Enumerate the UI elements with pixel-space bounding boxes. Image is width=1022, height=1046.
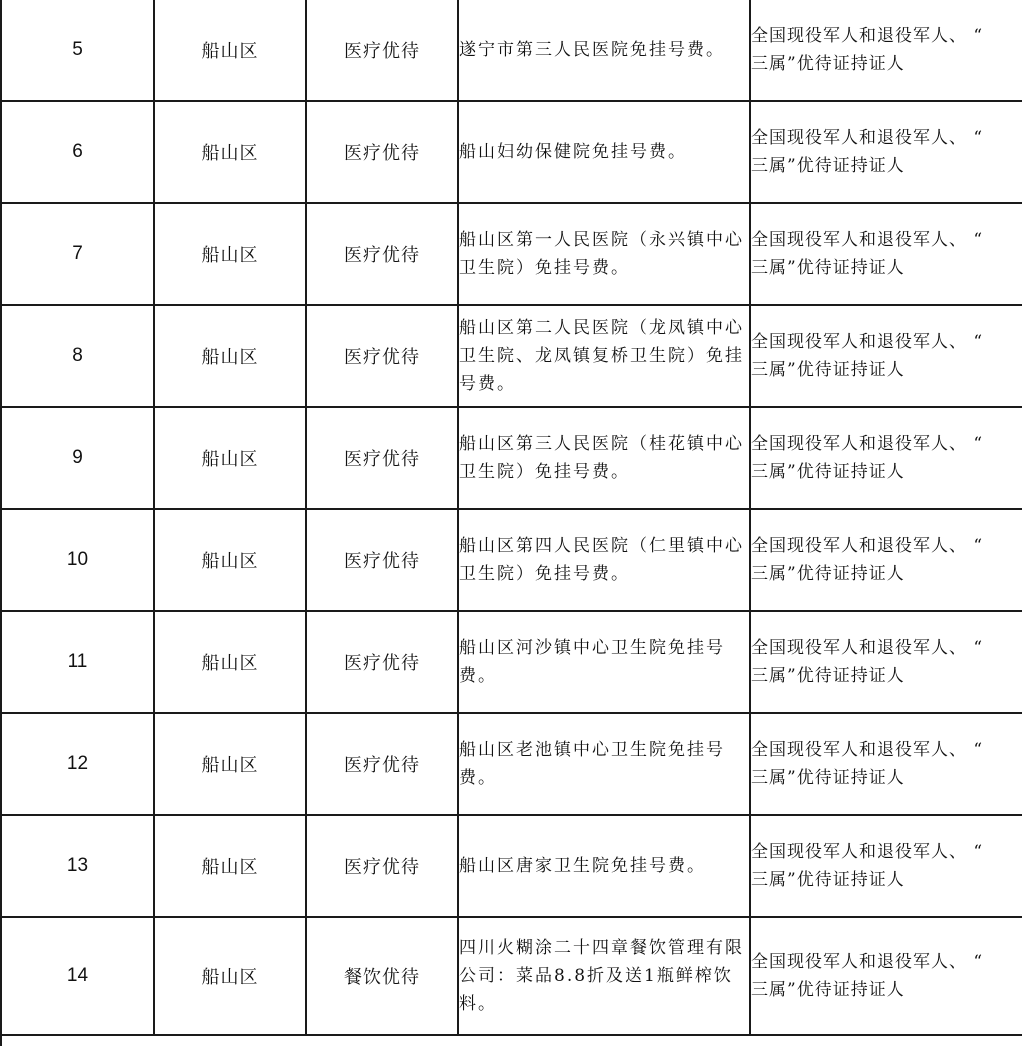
category-cell: 医疗优待 xyxy=(306,611,458,713)
district-cell: 船山区 xyxy=(154,0,306,101)
target-line-1: 全国现役军人和退役军人、 “ xyxy=(751,26,984,46)
district-cell: 船山区 xyxy=(154,101,306,203)
district-cell: 船山区 xyxy=(154,815,306,917)
target-line-2: 三属”优待证持证人 xyxy=(751,980,905,1000)
target-line-2: 三属”优待证持证人 xyxy=(751,564,905,584)
content-cell: 船山区唐家卫生院免挂号费。 xyxy=(458,815,750,917)
target-line-1: 全国现役军人和退役军人、 “ xyxy=(751,638,984,658)
table-row xyxy=(1,203,1022,305)
category-cell: 医疗优待 xyxy=(306,815,458,917)
district-cell: 船山区 xyxy=(154,203,306,305)
target-line-2: 三属”优待证持证人 xyxy=(751,360,905,380)
row-number: 6 xyxy=(1,101,154,203)
content-cell: 船山区河沙镇中心卫生院免挂号费。 xyxy=(458,611,750,713)
target-cell xyxy=(750,407,1022,509)
row-number: 12 xyxy=(1,713,154,815)
category-cell: 医疗优待 xyxy=(306,203,458,305)
table-row xyxy=(1,713,1022,815)
content-cell: 船山区第四人民医院（仁里镇中心卫生院）免挂号费。 xyxy=(458,509,750,611)
content-cell: 遂宁市第三人民医院免挂号费。 xyxy=(458,0,750,101)
table-row xyxy=(1,917,1022,1035)
district-cell: 船山区 xyxy=(154,713,306,815)
target-cell xyxy=(750,713,1022,815)
district-cell: 船山区 xyxy=(154,509,306,611)
content-cell: 船山区老池镇中心卫生院免挂号费。 xyxy=(458,713,750,815)
table-row xyxy=(1,0,1022,101)
target-cell xyxy=(750,101,1022,203)
target-line-2: 三属”优待证持证人 xyxy=(751,768,905,788)
target-line-2: 三属”优待证持证人 xyxy=(751,870,905,890)
target-line-1: 全国现役军人和退役军人、 “ xyxy=(751,230,984,250)
category-cell: 餐饮优待 xyxy=(306,917,458,1035)
target-line-2: 三属”优待证持证人 xyxy=(751,258,905,278)
district-cell: 船山区 xyxy=(154,407,306,509)
target-line-2: 三属”优待证持证人 xyxy=(751,54,905,74)
target-cell xyxy=(750,509,1022,611)
category-cell: 医疗优待 xyxy=(306,101,458,203)
table-row xyxy=(1,815,1022,917)
district-cell: 船山区 xyxy=(154,305,306,407)
row-number: 8 xyxy=(1,305,154,407)
content-cell: 船山妇幼保健院免挂号费。 xyxy=(458,101,750,203)
target-line-1: 全国现役军人和退役军人、 “ xyxy=(751,536,984,556)
category-cell: 医疗优待 xyxy=(306,509,458,611)
district-cell: 船山区 xyxy=(154,917,306,1035)
category-cell: 医疗优待 xyxy=(306,713,458,815)
target-cell xyxy=(750,611,1022,713)
row-number: 14 xyxy=(1,917,154,1035)
target-line-1: 全国现役军人和退役军人、 “ xyxy=(751,740,984,760)
content-cell: 船山区第三人民医院（桂花镇中心卫生院）免挂号费。 xyxy=(458,407,750,509)
row-number: 9 xyxy=(1,407,154,509)
target-line-1: 全国现役军人和退役军人、 “ xyxy=(751,434,984,454)
row-number: 13 xyxy=(1,815,154,917)
district-cell: 船山区 xyxy=(154,611,306,713)
target-line-1: 全国现役军人和退役军人、 “ xyxy=(751,128,984,148)
target-line-2: 三属”优待证持证人 xyxy=(751,666,905,686)
row-number: 7 xyxy=(1,203,154,305)
content-cell: 四川火糊涂二十四章餐饮管理有限公司：菜品8.8折及送1瓶鲜榨饮料。 xyxy=(458,917,750,1035)
table-row xyxy=(1,509,1022,611)
target-line-1: 全国现役军人和退役军人、 “ xyxy=(751,332,984,352)
row-number: 11 xyxy=(1,611,154,713)
table-row xyxy=(1,101,1022,203)
target-cell xyxy=(750,917,1022,1035)
table-row xyxy=(1,611,1022,713)
row-number: 5 xyxy=(1,0,154,101)
content-cell: 船山区第一人民医院（永兴镇中心卫生院）免挂号费。 xyxy=(458,203,750,305)
target-line-2: 三属”优待证持证人 xyxy=(751,462,905,482)
target-line-1: 全国现役军人和退役军人、 “ xyxy=(751,952,984,972)
target-cell xyxy=(750,305,1022,407)
target-line-2: 三属”优待证持证人 xyxy=(751,156,905,176)
table-row xyxy=(1,305,1022,407)
target-cell xyxy=(750,203,1022,305)
target-line-1: 全国现役军人和退役军人、 “ xyxy=(751,842,984,862)
category-cell: 医疗优待 xyxy=(306,0,458,101)
content-cell: 船山区第二人民医院（龙凤镇中心卫生院、龙凤镇复桥卫生院）免挂号费。 xyxy=(458,305,750,407)
row-number: 10 xyxy=(1,509,154,611)
category-cell: 医疗优待 xyxy=(306,305,458,407)
target-cell xyxy=(750,815,1022,917)
target-cell xyxy=(750,0,1022,101)
category-cell: 医疗优待 xyxy=(306,407,458,509)
table-row xyxy=(1,407,1022,509)
